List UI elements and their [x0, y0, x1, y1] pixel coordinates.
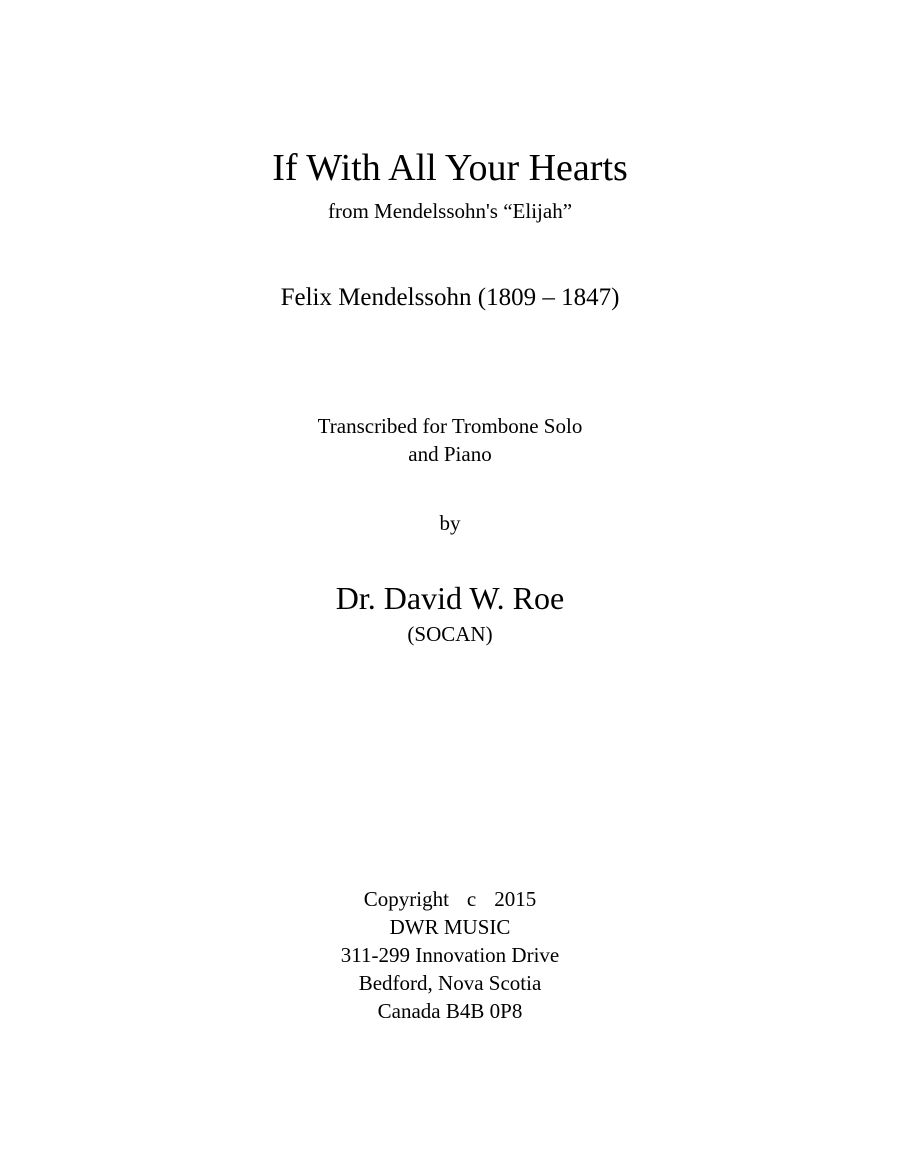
piece-subtitle: from Mendelssohn's “Elijah” — [327, 199, 573, 223]
publisher-name: DWR MUSIC — [389, 915, 511, 939]
publisher-address-street: 311-299 Innovation Drive — [340, 943, 560, 967]
arranger-affiliation: (SOCAN) — [407, 622, 493, 646]
publisher-address-city: Bedford, Nova Scotia — [358, 971, 542, 995]
composer-credit: Felix Mendelssohn (1809 – 1847) — [280, 284, 620, 311]
copyright-line — [0, 886, 900, 912]
by-label: by — [439, 511, 461, 535]
copyright-symbol: c — [466, 887, 477, 911]
piece-title: If With All Your Hearts — [272, 147, 628, 189]
copyright-year: 2015 — [494, 887, 537, 911]
arranger-name: Dr. David W. Roe — [335, 580, 565, 616]
transcription-line-2: and Piano — [408, 442, 492, 466]
transcription-line-1: Transcribed for Trombone Solo — [317, 414, 583, 438]
copyright-word: Copyright — [363, 887, 449, 911]
publisher-address-country: Canada B4B 0P8 — [377, 999, 523, 1023]
